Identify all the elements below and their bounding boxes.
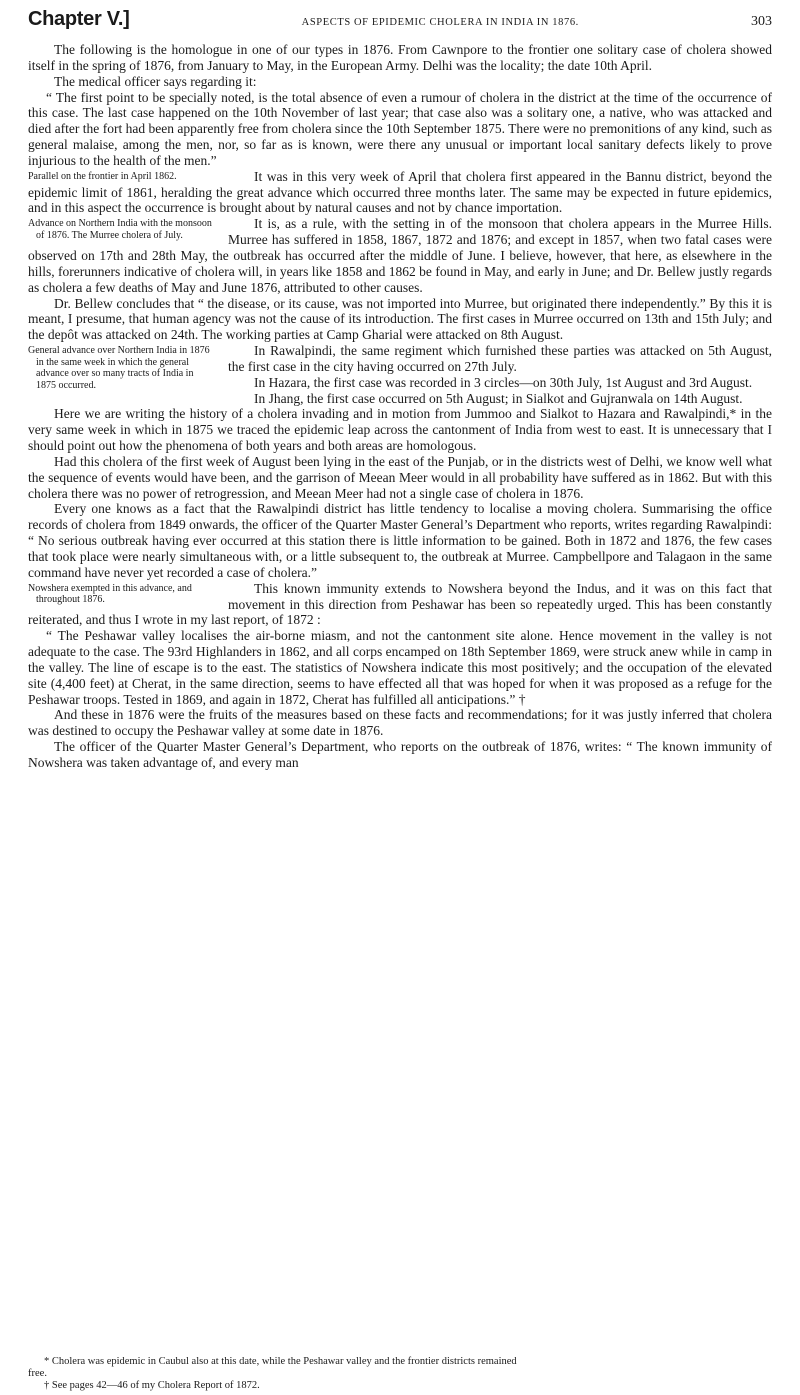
paragraph: Had this cholera of the first week of August been lying in the east of the Punjab, or in the districts west of Delhi, we know well what the sequence of events would have been, and the garrison of Meean Meer would in all probability have suffered as in 1862. But with this cholera there was no power of retrogression, and Meean Meer had not a single case of cholera in 1876. — [28, 453, 772, 501]
footnotes — [28, 1356, 772, 1392]
sidenote: General advance over Northern India in 1876 in the same week in which the general advance over so many tracts of India in 1875 occurred. — [28, 345, 210, 391]
paragraph: It was in this very week of April that cholera first appeared in the Bannu district, beyond the epidemic limit of 1861, heralding the great advance which occurred three months later. The same may be expected in future epidemics, and in this aspect the occurrence is brought about by natural causes and not by chance importation. — [28, 168, 772, 216]
paragraph: Here we are writing the history of a cholera invading and in motion from Jummoo and Sialkot to Hazara and Rawalpindi,* in the very same week in which in 1875 we traced the epidemic leap across the cantonment of India from west to east. It is unnecessary that I should point out how the phenomena of both years and both areas are homologous. — [28, 406, 772, 454]
paragraph: The officer of the Quarter Master General’s Department, who reports on the outbreak of 1876, writes: “ The known immunity of Nowshera was taken advantage of, and every man — [28, 739, 772, 770]
chapter-label: Chapter V.] — [28, 8, 130, 30]
page-number: 303 — [751, 14, 772, 29]
paragraph: It is, as a rule, with the setting in of the monsoon that cholera appears in the Murree Hills. Murree has suffered in 1858, 1867, 1872 and 1876; and except in 1857, when two fatal cases were observed on 17th and 28th May, the outbreak has occurred after the middle of June. I believe, however, that here, as elsewhere in the hills, forerunners indicative of cholera will, in years like 1858 and 1862 be found in May, and early in June; and Dr. Bellew justly regards as cholera a few deaths of May and June 1876, attributed to other causes. — [28, 216, 772, 295]
sidenote: Advance on Northern India with the monsoon of 1876. The Murree cholera of July. — [28, 218, 212, 241]
paragraph: And these in 1876 were the fruits of the measures based on these facts and recommendations; for it was justly inferred that cholera was destined to occupy the Peshawar valley at some date in 1876. — [28, 707, 772, 739]
quotation: “ The Peshawar valley localises the air-borne miasm, and not the cantonment site alone. Hence movement in the valley is not adequate to the case. The 93rd Highlanders in 1862, and all corps encamped on 18th September 1869, were struck anew while in camp in the valley. The line of escape is to the east. The statistics of Nowshera indicate this most positively; and the occupation of the elevated site (4,400 feet) at Cherat, in the same direction, seems to have effected all that was hoped for when it was proposed as a refuge for the Peshawar troops. Tested in 1869, and again in 1872, Cherat has fulfilled all anticipations.” † — [28, 628, 772, 707]
footnote: † See pages 42—46 of my Cholera Report of 1872. — [44, 1380, 260, 1391]
paragraph: In Jhang, the first case occurred on 5th August; in Sialkot and Gujranwala on 14th August. — [254, 390, 743, 406]
footnote-continuation: free. — [28, 1368, 47, 1379]
paragraph: The medical officer says regarding it: — [54, 73, 257, 89]
paragraph: Dr. Bellew concludes that “ the disease, or its cause, was not imported into Murree, but originated there independently.” By this it is meant, I presume, that human agency was not the cause of its introduction. The first cases in Murree occurred on 13th and 15th July; and the depôt was attacked on 24th. The working parties at Camp Gharial were attacked on 8th August. — [28, 295, 772, 343]
sidenote: Nowshera exempted in this advance, and throughout 1876. — [28, 582, 192, 606]
page-header — [28, 8, 772, 42]
paragraph: The following is the homologue in one of our types in 1876. From Cawnpore to the frontier one solitary case of cholera showed itself in the spring of 1876, from January to May, in the European Army. Delhi was the locality; the date 10th April. — [28, 42, 772, 73]
footnote: * Cholera was epidemic in Caubul also at this date, while the Peshawar valley and the frontier districts remained — [44, 1356, 517, 1367]
body-text — [28, 42, 772, 771]
paragraph: This known immunity extends to Nowshera beyond the Indus, and it was on this fact that movement in this direction from Peshawar has been so repeatedly urged. This has been constantly reiterated, and thus I wrote in my last report, of 1872 : — [28, 580, 772, 628]
running-title: ASPECTS OF EPIDEMIC CHOLERA IN INDIA IN 1876. — [301, 17, 579, 28]
paragraph: Every one knows as a fact that the Rawalpindi district has little tendency to localise a moving cholera. Summarising the office records of cholera from 1849 onwards, the officer of the Quarter Master General’s Department who reports, writes regarding Rawalpindi: “ No serious outbreak having ever occurred at this station there is little information to be gained. Both in 1872 and 1876, the few cases that took place were nearly simultaneous with, or a little subsequent to, the outbreak at Murree. Campbellpore and Talagaon in the same command have never yet recorded a case of cholera.” — [28, 501, 772, 580]
paragraph: In Rawalpindi, the same regiment which furnished these parties was attacked on 5th August, the first case in the city having occurred on 27th July. — [228, 343, 772, 374]
sidenote: Parallel on the frontier in April 1862. — [28, 170, 177, 182]
quotation: “ The first point to be specially noted, is the total absence of even a rumour of cholera in the district at the time of the occurrence of this case. The last case happened on the 10th November of last year; that case also was a solitary one, a native, who was attacked and died after the fort had been apparently free from cholera since the 10th September 1875. There were no premonitions of any kind, such as general malaise, among the men, nor, so far as is known, were there any unusual or important local sanitary defects likely to prove injurious to the health of the men.” — [28, 89, 772, 168]
paragraph: In Hazara, the first case was recorded in 3 circles—on 30th July, 1st August and 3rd August. — [254, 374, 753, 390]
